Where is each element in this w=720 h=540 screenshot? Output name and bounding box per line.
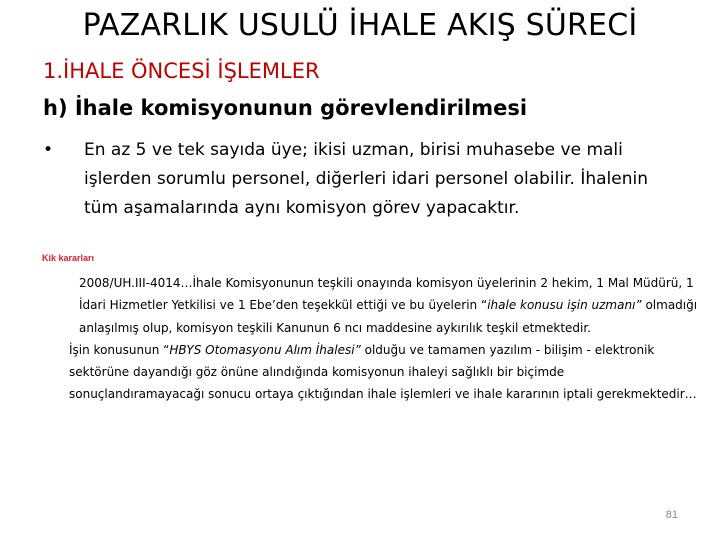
case-p2-text-a: İşin konusunun “ [69,342,170,357]
case-p1-italic: ihale konusu işin uzmanı” [487,298,642,313]
case-p1-text-a: 2008/UH.III-4014…İhale Komisyonunun teşkili onayında komisyon üyelerinin 2 hekim, 1 Mal Müdürü, 1 İdari Hizmetler Yetkilisi ve 1 Ebe’den teşekkül ettiği ve bu üyelerin “ [79,276,694,313]
case-p2-text-b: olduğu ve tamamen yazılım - bilişim - elektronik sektörüne dayandığı göz önüne alındığında komisyonun ihaleyi sağlıklı bir biçimde sonuçlandıramayacağı sonucu ortaya çıktığından ihale işlemleri ve ihale kararının iptali gerekmektedir… [69,342,697,402]
case-paragraph-2 [69,339,701,406]
case-law-text [69,272,701,406]
case-p2-italic: HBYS Otomasyonu Alım İhalesi” [169,342,361,357]
section-subtitle: 1.İHALE ÖNCESİ İŞLEMLER [43,59,320,83]
slide-title: PAZARLIK USULÜ İHALE AKIŞ SÜRECİ [82,8,638,43]
case-law-label: Kik kararları [42,253,95,263]
bullet-text: En az 5 ve tek sayıda üye; ikisi uzman, birisi muhasebe ve mali işlerden sorumlu personel, diğerleri idari personel olabilir. İhalenin tüm aşamalarında aynı komisyon görev yapacaktır. [84,140,648,218]
section-heading: h) İhale komisyonunun görevlendirilmesi [43,96,528,120]
case-paragraph-1 [69,272,701,339]
page-number: 81 [665,509,678,521]
case-p1-text-b: olmadığı anlaşılmış olup, komisyon teşkili Kanunun 6 ncı maddesine aykırılık teşkil etmektedir. [79,298,698,335]
bullet-icon: • [43,140,54,160]
